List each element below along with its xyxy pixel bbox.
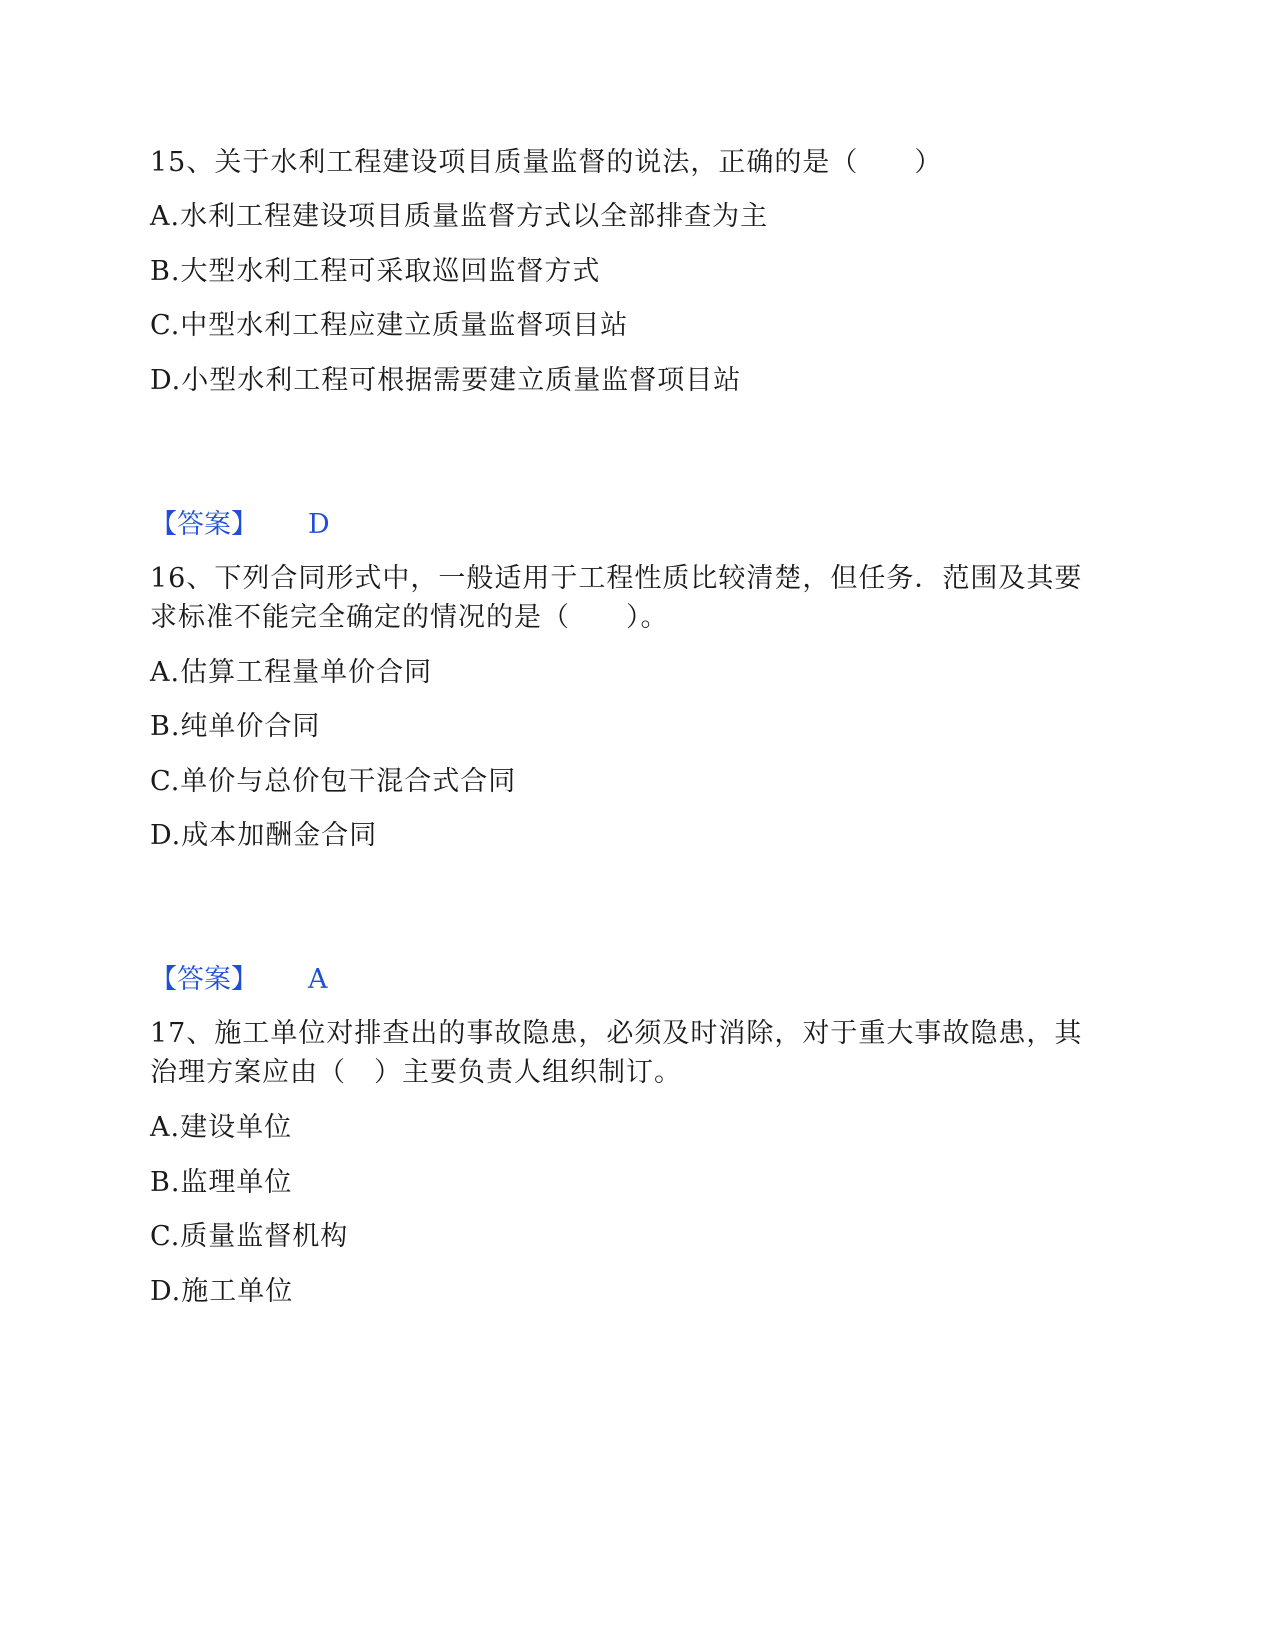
question-16-stem-line-2: 求标准不能完全确定的情况的是（ ）。 [150,602,669,633]
answer-label: 【答案】 [150,509,258,540]
question-15-stem: 15、关于水利工程建设项目质量监督的说法，正确的是（ ） [150,147,943,178]
question-17-stem-line-1: 17、施工单位对排查出的事故隐患，必须及时消除，对于重大事故隐患，其 [150,1018,1083,1049]
question-16-option-a: A.估算工程量单价合同 [150,657,433,688]
question-17-option-b: B.监理单位 [150,1167,293,1198]
question-16-answer [150,962,328,998]
question-15-option-a: A.水利工程建设项目质量监督方式以全部排查为主 [150,201,769,232]
answer-value: A [308,964,328,995]
question-16-option-b: B.纯单价合同 [150,711,321,742]
question-16-option-c: C.单价与总价包干混合式合同 [150,766,517,797]
answer-label: 【答案】 [150,964,258,995]
answer-value: D [308,509,330,540]
question-17-option-d: D.施工单位 [150,1276,294,1307]
question-17-option-c: C.质量监督机构 [150,1221,349,1252]
question-17-stem-line-2: 治理方案应由（ ）主要负责人组织制订。 [150,1057,682,1088]
question-15-option-d: D.小型水利工程可根据需要建立质量监督项目站 [150,365,742,396]
question-17-option-a: A.建设单位 [150,1112,293,1143]
question-15-option-c: C.中型水利工程应建立质量监督项目站 [150,310,629,341]
question-15-option-b: B.大型水利工程可采取巡回监督方式 [150,256,601,287]
question-16-stem-line-1: 16、下列合同形式中，一般适用于工程性质比较清楚，但任务．范围及其要 [150,563,1083,594]
question-15-answer [150,507,330,543]
question-16-option-d: D.成本加酬金合同 [150,820,378,851]
